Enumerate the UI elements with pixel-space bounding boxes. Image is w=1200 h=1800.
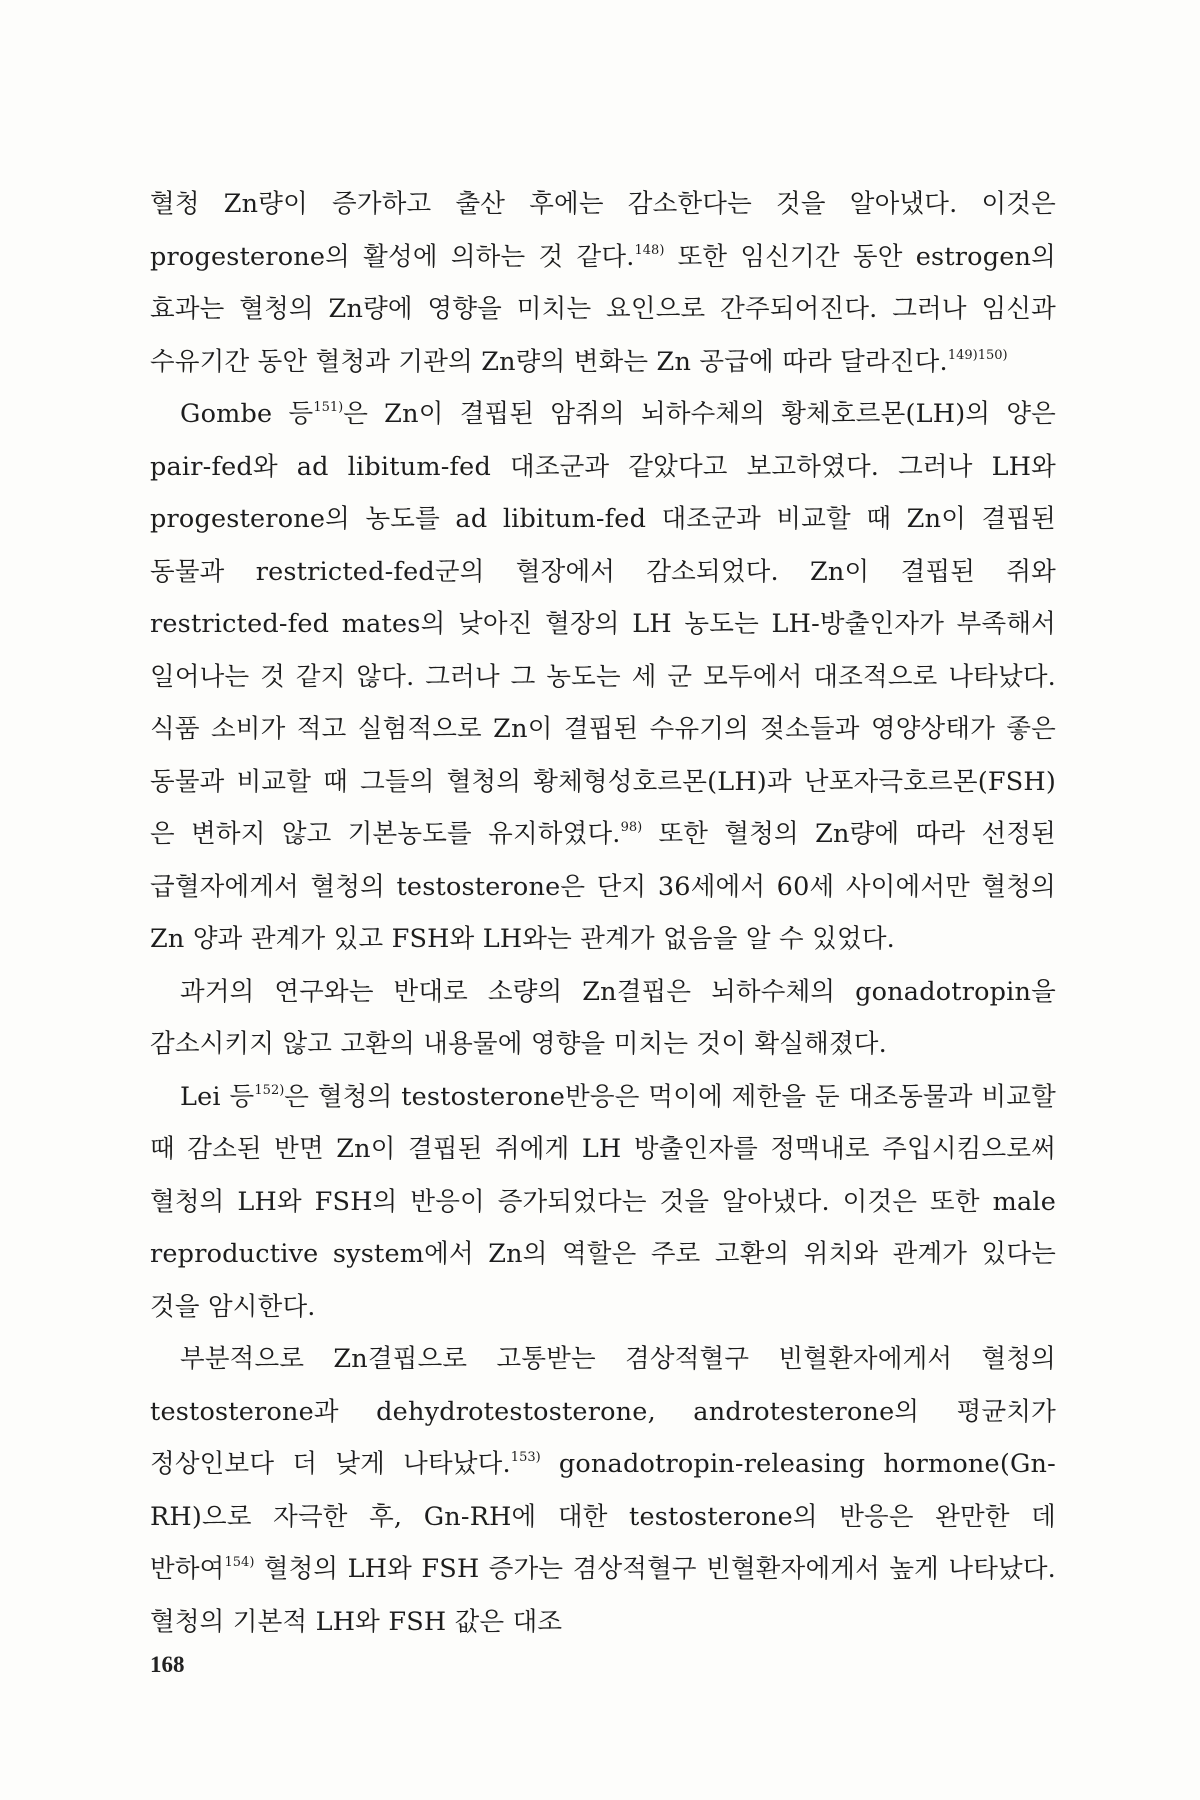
text-run: 은 혈청의 testosterone반응은 먹이에 제한을 둔 대조동물과 비교할 때 감소된 반면 Zn이 결핍된 쥐에게 LH 방출인자를 정맥내로 주입시킴으로써 혈청의 LH와 FSH의 반응이 증가되었다는 것을 알아냈다. 이것은 또한 male reproductive system에서 Zn의 역할은 주로 고환의 위치와 관계가 있다는 것을 암시한다. <box>150 1081 1057 1322</box>
paragraph-5 <box>150 1333 1056 1648</box>
text-run: Lei 등 <box>180 1081 255 1112</box>
text-run: gonadotropin-releasing hormone(Gn-RH)으로 자극한 후, Gn-RH에 대한 testosterone의 반응은 완만한 데 반하여 <box>150 1449 1056 1584</box>
citation-superscript: 149)150) <box>947 347 1008 363</box>
page-number: 168 <box>150 1652 185 1677</box>
text-run: 혈청 Zn량이 증가하고 출산 후에는 감소한다는 것을 알아냈다. 이것은 progesterone의 활성에 의하는 것 같다. <box>150 189 1056 272</box>
citation-superscript: 148) <box>634 242 665 258</box>
text-run: 또한 혈청의 Zn량에 따라 선정된 급혈자에게서 혈청의 testosterone은 단지 36세에서 60세 사이에서만 혈청의 Zn 양과 관계가 있고 FSH와 LH와는 관계가 없음을 알 수 있었다. <box>150 819 1056 954</box>
body-text <box>150 178 1056 1648</box>
citation-superscript: 151) <box>313 399 344 415</box>
paragraph-1 <box>150 178 1056 388</box>
text-run: 혈청의 LH와 FSH 증가는 겸상적혈구 빈혈환자에게서 높게 나타났다. 혈청의 기본적 LH와 FSH 값은 대조 <box>150 1554 1056 1637</box>
paragraph-3 <box>150 966 1056 1071</box>
text-run: 또한 임신기간 동안 estrogen의 효과는 혈청의 Zn량에 영향을 미치는 요인으로 간주되어진다. 그러나 임신과 수유기간 동안 혈청과 기관의 Zn량의 변화는 Zn 공급에 따라 달라진다. <box>150 241 1056 377</box>
text-run: 은 Zn이 결핍된 암쥐의 뇌하수체의 황체호르몬(LH)의 양은 pair-fed와 ad libitum-fed 대조군과 같았다고 보고하였다. 그러나 LH와 progesterone의 농도를 ad libitum-fed 대조군과 비교할 때 Zn이 결핍된 동물과 restricted-fed군의 혈장에서 감소되었다. Zn이 결핍된 쥐와 restricted-fed mates의 낮아진 혈장의 LH 농도는 LH-방출인자가 부족해서 일어나는 것 같지 않다. 그러나 그 농도는 세 군 모두에서 대조적으로 나타났다. 식품 소비가 적고 실험적으로 Zn이 결핍된 수유기의 젖소들과 영양상태가 좋은 동물과 비교할 때 그들의 혈청의 황체형성호르몬(LH)과 난포자극호르몬(FSH)은 변하지 않고 기본농도를 유지하였다. <box>150 399 1056 849</box>
text-run: 부분적으로 Zn결핍으로 고통받는 겸상적혈구 빈혈환자에게서 혈청의 testosterone과 dehydrotestosterone, androtesterone의 평균치가 정상인보다 더 낮게 나타났다. <box>150 1344 1056 1479</box>
citation-superscript: 153) <box>510 1449 541 1465</box>
text-run: 과거의 연구와는 반대로 소량의 Zn결핍은 뇌하수체의 gonadotropin을 감소시키지 않고 고환의 내용물에 영향을 미치는 것이 확실해졌다. <box>150 976 1056 1059</box>
text-run: Gombe 등 <box>180 399 314 429</box>
paragraph-4 <box>150 1071 1056 1334</box>
paragraph-2 <box>150 388 1056 966</box>
citation-superscript: 98) <box>620 819 643 835</box>
citation-superscript: 154) <box>224 1554 255 1570</box>
citation-superscript: 152) <box>254 1082 285 1098</box>
